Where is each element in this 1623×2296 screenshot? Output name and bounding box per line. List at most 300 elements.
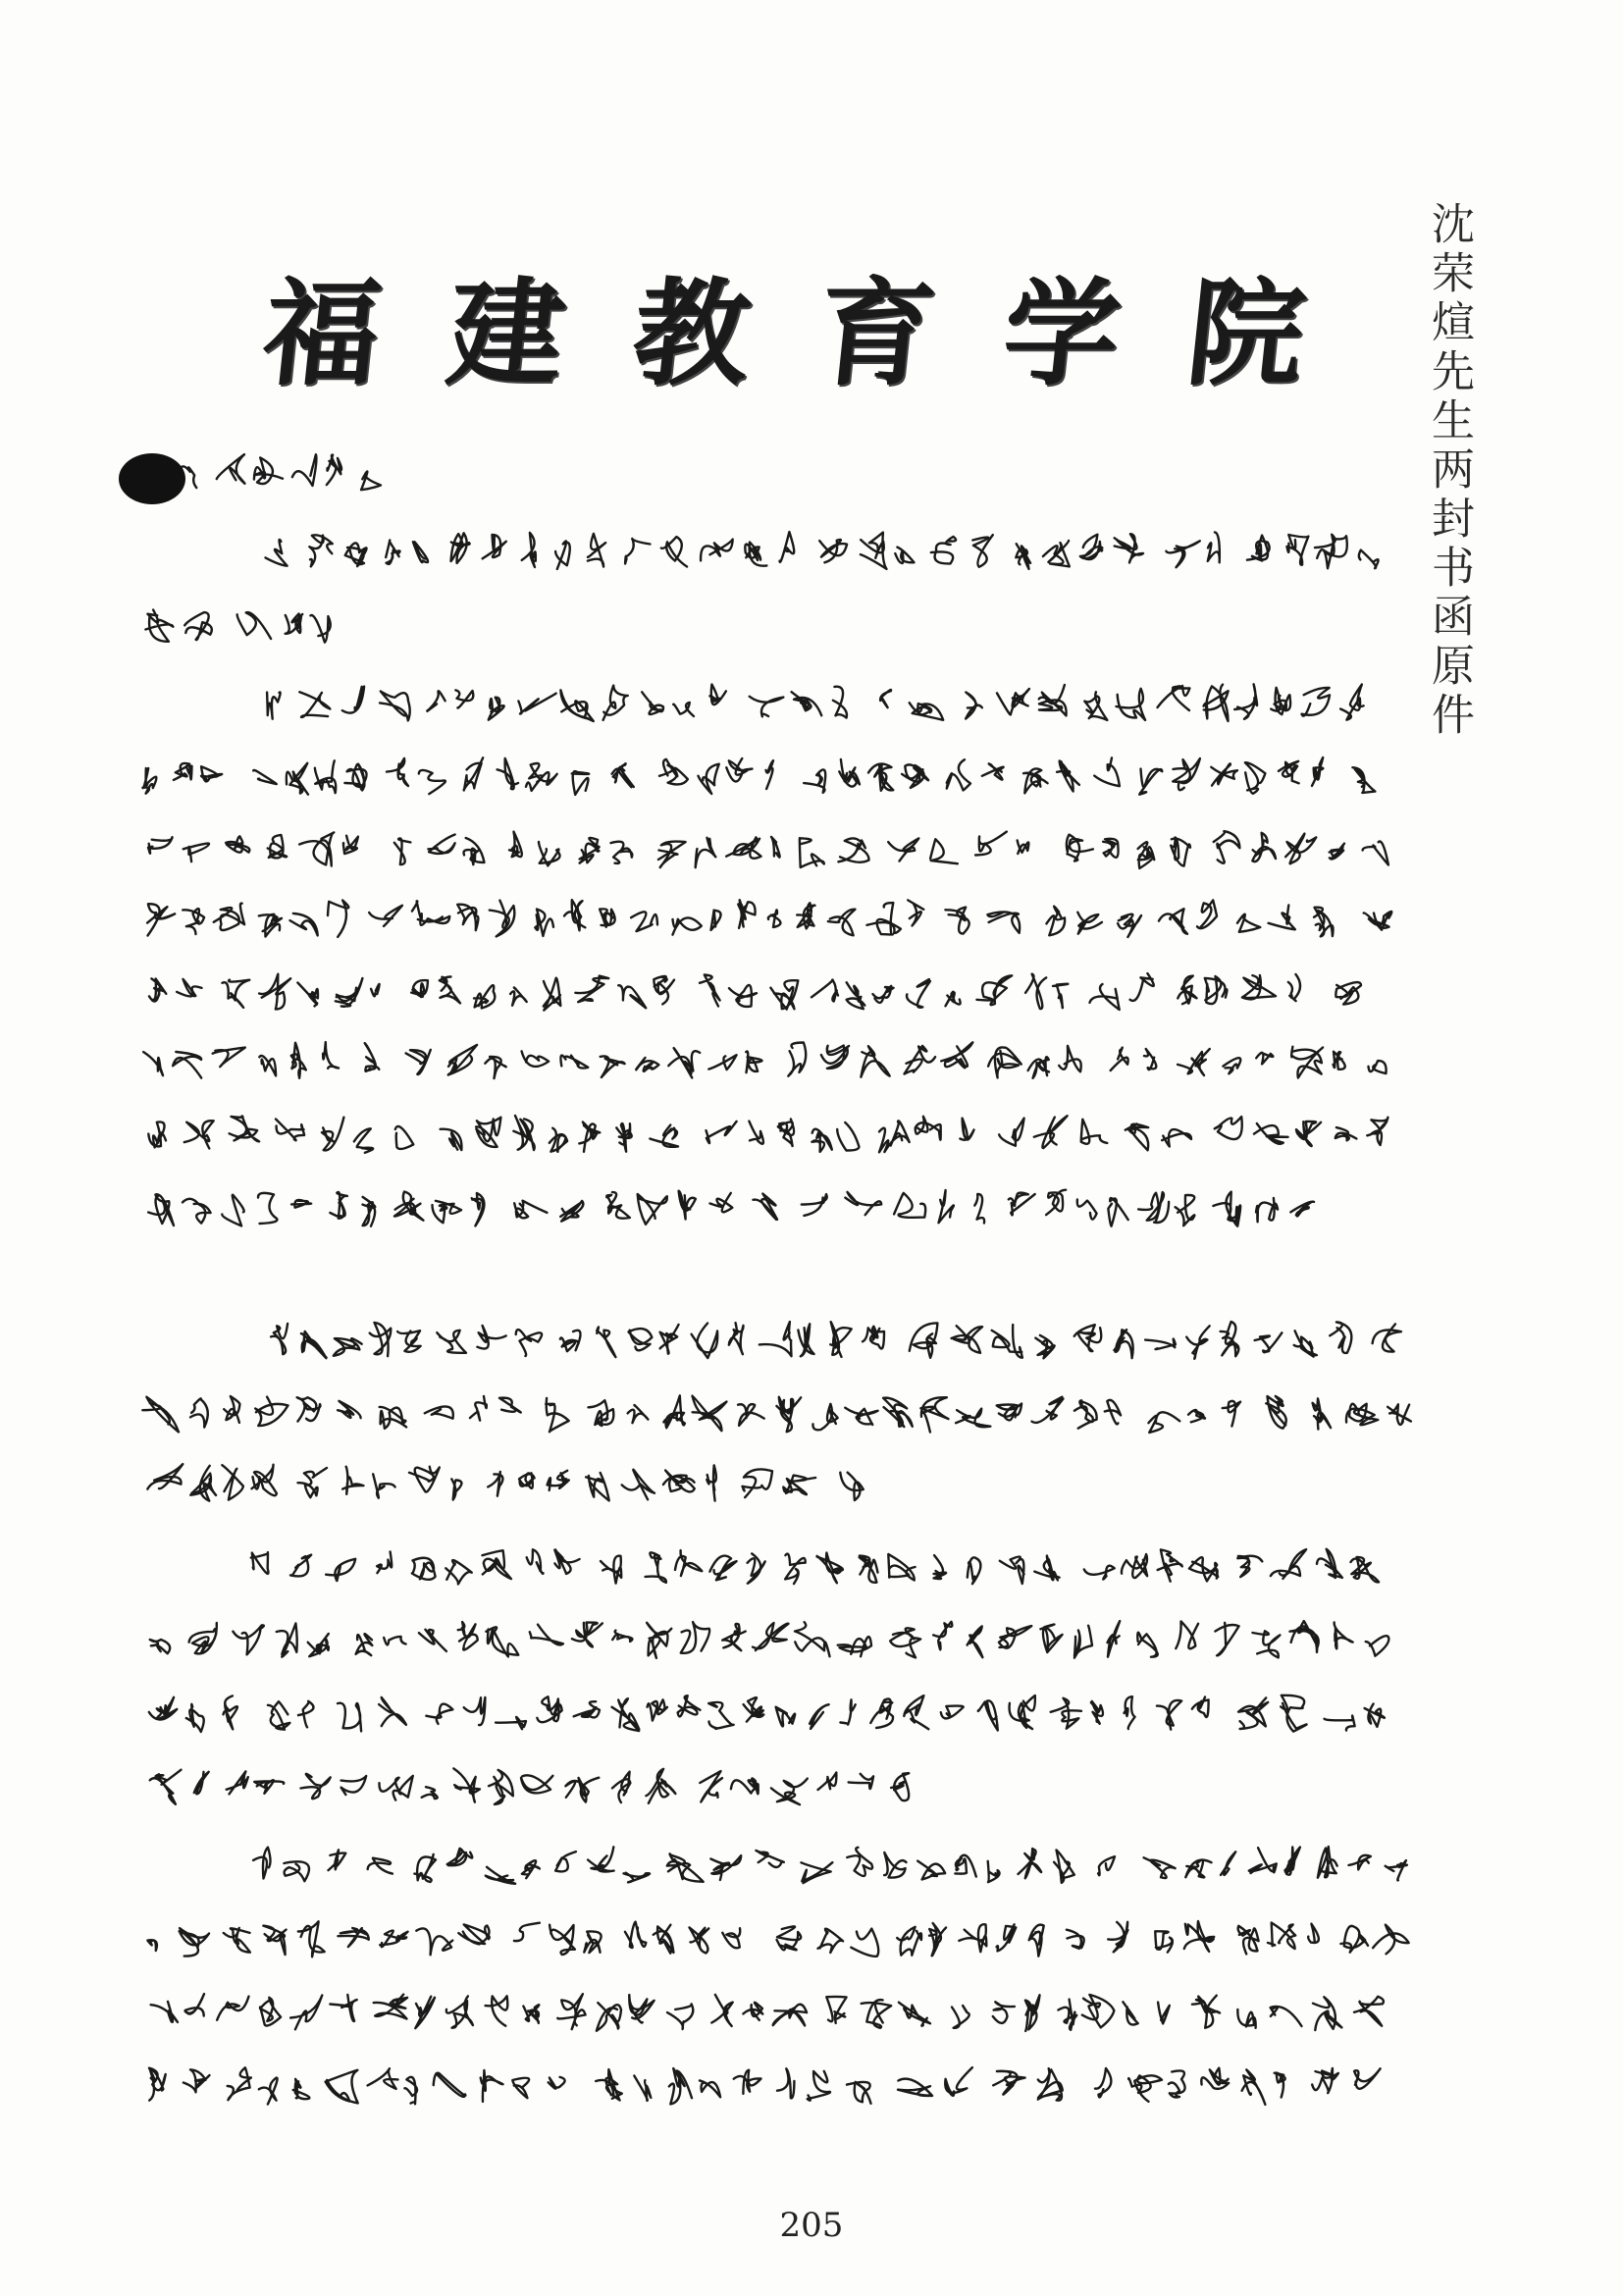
handwriting-stroke xyxy=(1386,1860,1407,1880)
handwriting-stroke xyxy=(959,1924,986,1952)
handwriting-stroke xyxy=(1162,1129,1191,1146)
handwriting-stroke xyxy=(530,1625,563,1645)
handwriting-stroke xyxy=(522,1860,540,1878)
handwriting-stroke xyxy=(840,1473,864,1500)
handwriting-stroke xyxy=(1115,534,1143,562)
handwriting-stroke xyxy=(308,1634,329,1656)
handwriting-stroke xyxy=(634,2076,651,2101)
handwriting-stroke xyxy=(888,1554,915,1581)
handwriting-stroke xyxy=(1034,1116,1068,1148)
handwriting-stroke xyxy=(1312,757,1323,786)
letterhead-char: 学 xyxy=(996,265,1126,401)
handwriting-stroke xyxy=(1290,1621,1319,1652)
handwriting-stroke xyxy=(982,763,1004,779)
letterhead-char: 福 xyxy=(256,265,388,401)
handwriting-stroke xyxy=(451,1479,461,1499)
handwriting-stroke xyxy=(629,1329,653,1350)
handwriting-stroke xyxy=(584,1931,601,1953)
handwriting-stroke xyxy=(1051,1698,1081,1729)
handwriting-stroke xyxy=(1211,763,1237,785)
handwriting-stroke xyxy=(847,982,865,1009)
handwriting-stroke xyxy=(800,838,824,867)
handwriting-stroke xyxy=(183,2069,210,2092)
handwriting-stroke xyxy=(810,1704,829,1729)
handwriting-stroke xyxy=(1314,908,1334,937)
handwriting-stroke xyxy=(254,457,283,484)
handwriting-stroke xyxy=(601,1556,621,1584)
handwriting-stroke xyxy=(259,914,282,937)
handwriting-stroke xyxy=(968,1626,983,1657)
handwriting-stroke xyxy=(1369,1061,1387,1073)
handwriting-stroke xyxy=(616,1123,631,1152)
handwriting-stroke xyxy=(535,910,553,936)
handwriting-stroke xyxy=(555,541,570,568)
handwriting-stroke xyxy=(259,1056,276,1075)
handwriting-stroke xyxy=(888,838,918,861)
handwriting-stroke xyxy=(1123,2002,1137,2024)
handwriting-stroke xyxy=(1189,1557,1218,1581)
handwriting-stroke xyxy=(708,1055,736,1070)
handwriting-stroke xyxy=(1291,1047,1323,1078)
handwriting-stroke xyxy=(1166,541,1199,567)
handwriting-stroke xyxy=(222,1195,243,1226)
handwriting-stroke xyxy=(1144,1857,1176,1878)
handwriting-stroke xyxy=(446,1996,473,2027)
side-caption: 沈荣煊先生两封书函原件 xyxy=(1424,201,1474,741)
handwriting-stroke xyxy=(539,842,560,865)
handwriting-stroke xyxy=(145,610,173,642)
handwriting-stroke xyxy=(642,692,663,714)
handwriting-stroke xyxy=(560,1331,581,1351)
handwriting-stroke xyxy=(1221,1852,1235,1875)
handwriting-stroke xyxy=(838,1637,871,1656)
handwriting-stroke xyxy=(1117,689,1146,720)
handwriting-stroke xyxy=(930,839,958,863)
handwriting-stroke xyxy=(700,975,720,1007)
handwriting-stroke xyxy=(404,2077,417,2104)
handwriting-stroke xyxy=(797,903,814,928)
handwriting-stroke xyxy=(1325,1716,1355,1731)
handwriting-stroke xyxy=(884,1852,906,1878)
handwriting-stroke xyxy=(759,1322,792,1356)
handwriting-stroke xyxy=(710,1855,741,1880)
handwriting-stroke xyxy=(380,1407,407,1429)
handwriting-stroke xyxy=(883,1398,913,1427)
handwriting-stroke xyxy=(753,1623,789,1650)
handwriting-stroke xyxy=(214,904,244,930)
handwriting-stroke xyxy=(1035,1335,1054,1358)
handwriting-stroke xyxy=(734,2070,761,2094)
handwriting-stroke xyxy=(334,1338,362,1356)
handwriting-stroke xyxy=(453,1768,480,1801)
handwriting-stroke xyxy=(1271,1549,1306,1579)
handwriting-stroke xyxy=(603,686,628,720)
handwriting-stroke xyxy=(1158,1549,1182,1581)
handwriting-stroke xyxy=(601,1056,625,1077)
handwriting-stroke xyxy=(224,1696,237,1729)
handwriting-stroke xyxy=(612,1698,640,1731)
handwriting-stroke xyxy=(575,976,608,1003)
handwriting-stroke xyxy=(974,1194,984,1224)
handwriting-stroke xyxy=(1176,1621,1198,1648)
handwriting-stroke xyxy=(183,1199,211,1224)
handwriting-stroke xyxy=(1197,900,1217,928)
handwriting-stroke xyxy=(336,978,363,1007)
handwriting-stroke xyxy=(290,913,318,936)
handwriting-stroke xyxy=(1363,842,1388,865)
handwriting-stroke xyxy=(870,1698,893,1728)
handwriting-stroke xyxy=(1108,1198,1127,1226)
handwriting-stroke xyxy=(394,838,411,864)
handwriting-stroke xyxy=(363,1197,376,1226)
handwriting-stroke xyxy=(486,1996,508,2025)
handwriting-stroke xyxy=(267,693,281,719)
handwriting-stroke xyxy=(354,1128,373,1153)
handwriting-stroke xyxy=(1204,685,1229,721)
handwriting-stroke xyxy=(1046,1190,1066,1215)
handwriting-stroke xyxy=(1125,1696,1135,1729)
handwriting-stroke xyxy=(699,764,719,794)
handwriting-stroke xyxy=(1139,769,1162,795)
handwriting-stroke xyxy=(907,979,930,1008)
handwriting-stroke xyxy=(290,1996,322,2030)
handwriting-stroke xyxy=(1082,1995,1115,2027)
handwriting-stroke xyxy=(802,1194,827,1216)
handwriting-stroke xyxy=(1308,1924,1319,1943)
handwriting-stroke xyxy=(1028,1057,1049,1078)
handwriting-stroke xyxy=(1145,1339,1176,1350)
handwriting-stroke xyxy=(425,1406,453,1418)
handwriting-stroke xyxy=(771,837,780,858)
handwriting-stroke xyxy=(946,992,961,1007)
handwriting-stroke xyxy=(409,1467,440,1492)
handwriting-stroke xyxy=(628,1405,649,1423)
handwriting-stroke xyxy=(1354,1997,1384,2026)
handwriting-stroke xyxy=(286,614,303,634)
handwriting-stroke xyxy=(365,1043,380,1071)
handwriting-stroke xyxy=(1057,760,1079,791)
handwriting-stroke xyxy=(955,1855,975,1877)
handwriting-stroke xyxy=(845,1192,881,1215)
redaction-blot xyxy=(119,453,185,504)
handwriting-stroke xyxy=(497,758,518,789)
handwriting-stroke xyxy=(233,1625,263,1654)
handwriting-stroke xyxy=(422,1787,438,1799)
handwriting-stroke xyxy=(379,1697,406,1726)
handwriting-stroke xyxy=(1018,840,1029,854)
handwriting-stroke xyxy=(509,832,522,858)
handwriting-stroke xyxy=(416,1928,452,1955)
handwriting-stroke xyxy=(373,1474,394,1497)
handwriting-stroke xyxy=(931,537,956,564)
handwriting-stroke xyxy=(1237,914,1260,932)
handwriting-stroke xyxy=(783,1476,815,1495)
handwriting-stroke xyxy=(993,2071,1024,2095)
handwriting-stroke xyxy=(1081,1120,1108,1144)
handwriting-stroke xyxy=(298,1921,325,1957)
handwriting-stroke xyxy=(622,1470,654,1500)
handwriting-stroke xyxy=(1077,913,1102,934)
handwriting-stroke xyxy=(458,1924,489,1944)
handwriting-stroke xyxy=(426,1704,452,1724)
handwriting-stroke xyxy=(1080,535,1103,559)
handwriting-stroke xyxy=(1269,906,1295,930)
letterhead-char: 教 xyxy=(626,265,758,401)
handwriting-stroke xyxy=(237,612,271,639)
handwriting-stroke xyxy=(1335,1127,1357,1140)
handwriting-stroke xyxy=(624,1873,651,1883)
handwriting-stroke xyxy=(185,1994,204,2016)
handwriting-stroke xyxy=(150,1770,182,1804)
handwriting-stroke xyxy=(414,1854,436,1882)
handwriting-stroke xyxy=(968,1557,981,1584)
handwriting-stroke xyxy=(1238,1926,1259,1955)
handwriting-stroke xyxy=(679,1191,696,1220)
handwriting-stroke xyxy=(464,1697,486,1725)
handwriting-stroke xyxy=(1318,1847,1337,1878)
handwriting-stroke xyxy=(180,1928,210,1957)
handwriting-stroke xyxy=(700,2080,720,2097)
handwriting-stroke xyxy=(1208,532,1220,562)
handwriting-stroke xyxy=(731,1778,759,1794)
handwriting-stroke xyxy=(1186,1326,1210,1359)
handwriting-stroke xyxy=(895,548,914,563)
handwriting-stroke xyxy=(966,693,982,719)
handwriting-stroke xyxy=(1349,1855,1371,1870)
handwriting-stroke xyxy=(729,1323,744,1354)
handwriting-stroke xyxy=(298,1468,328,1497)
handwriting-stroke xyxy=(1223,1058,1240,1073)
handwriting-stroke xyxy=(650,1125,678,1147)
handwriting-stroke xyxy=(434,2073,466,2097)
handwriting-stroke xyxy=(1335,982,1361,1004)
handwriting-stroke xyxy=(726,758,752,781)
handwriting-stroke xyxy=(1317,1549,1342,1578)
handwriting-stroke xyxy=(707,1122,737,1143)
handwriting-stroke xyxy=(952,1326,983,1353)
handwriting-stroke xyxy=(1242,2069,1266,2105)
handwriting-stroke xyxy=(845,1408,877,1425)
handwriting-stroke xyxy=(862,2000,892,2028)
handwriting-stroke xyxy=(1091,1701,1103,1724)
handwriting-stroke xyxy=(1294,1331,1317,1356)
handwriting-stroke xyxy=(750,697,784,717)
handwriting-stroke xyxy=(838,838,868,861)
handwriting-stroke xyxy=(988,1047,1021,1077)
handwriting-stroke xyxy=(945,908,969,934)
handwriting-stroke xyxy=(228,2067,251,2100)
handwriting-stroke xyxy=(667,1853,704,1881)
handwriting-stroke xyxy=(788,1043,806,1076)
handwriting-stroke xyxy=(999,1119,1023,1146)
handwriting-stroke xyxy=(341,1776,367,1795)
handwriting-stroke xyxy=(555,1852,576,1871)
handwriting-stroke xyxy=(890,1628,920,1657)
handwriting-stroke xyxy=(1158,2003,1170,2024)
handwriting-stroke xyxy=(411,980,428,997)
handwriting-stroke xyxy=(1223,1401,1240,1427)
handwriting-stroke xyxy=(1256,1198,1278,1222)
handwriting-stroke xyxy=(255,1397,288,1427)
handwriting-stroke xyxy=(701,540,733,561)
handwriting-stroke xyxy=(263,1926,286,1956)
handwriting-stroke xyxy=(777,1926,802,1950)
handwriting-stroke xyxy=(224,1928,250,1953)
handwriting-stroke xyxy=(217,454,245,484)
handwriting-stroke xyxy=(597,1327,615,1357)
handwriting-stroke xyxy=(486,1627,518,1656)
handwriting-stroke xyxy=(330,1995,356,2021)
letterhead-char: 院 xyxy=(1180,265,1312,401)
handwriting-stroke xyxy=(361,471,381,490)
handwriting-stroke xyxy=(588,1847,614,1871)
handwriting-stroke xyxy=(1340,1926,1368,1953)
handwriting-stroke xyxy=(1354,2068,1381,2089)
handwriting-stroke xyxy=(1114,1330,1132,1358)
handwriting-stroke xyxy=(1155,1931,1173,1952)
handwriting-stroke xyxy=(1138,1192,1169,1223)
handwriting-stroke xyxy=(1108,1922,1127,1953)
handwriting-stroke xyxy=(268,1701,290,1730)
handwriting-stroke xyxy=(412,901,449,925)
handwriting-stroke xyxy=(1213,1192,1240,1226)
handwriting-stroke xyxy=(646,1552,666,1583)
handwriting-stroke xyxy=(812,1129,831,1152)
handwriting-stroke xyxy=(933,1622,952,1649)
handwriting-stroke xyxy=(1214,831,1240,863)
handwriting-stroke xyxy=(537,1696,561,1722)
handwriting-stroke xyxy=(1039,685,1067,715)
handwriting-stroke xyxy=(276,1120,304,1141)
handwriting-stroke xyxy=(1090,984,1120,1010)
handwriting-stroke xyxy=(1094,757,1120,786)
handwriting-stroke xyxy=(795,1622,830,1656)
handwriting-stroke xyxy=(1238,1697,1268,1729)
handwriting-stroke xyxy=(681,1622,709,1653)
handwriting-stroke xyxy=(1271,2007,1302,2026)
handwriting-stroke xyxy=(625,539,650,564)
handwriting-stroke xyxy=(636,1058,658,1071)
handwriting-stroke xyxy=(224,1396,239,1423)
handwriting-stroke xyxy=(1130,973,1154,1001)
handwriting-stroke xyxy=(756,1851,783,1867)
handwriting-stroke xyxy=(1138,842,1155,868)
handwriting-stroke xyxy=(1313,1398,1332,1429)
handwriting-stroke xyxy=(397,1331,421,1352)
handwriting-stroke xyxy=(496,1717,526,1729)
handwriting-stroke xyxy=(612,1631,632,1642)
handwriting-stroke xyxy=(472,1193,485,1226)
handwriting-stroke xyxy=(1122,1554,1147,1578)
handwriting-stroke xyxy=(673,917,702,934)
handwriting-stroke xyxy=(910,1323,938,1357)
handwriting-stroke xyxy=(972,535,993,567)
handwriting-stroke xyxy=(147,1464,183,1489)
handwriting-stroke xyxy=(1312,2068,1338,2093)
handwriting-stroke xyxy=(808,2071,830,2101)
handwriting-stroke xyxy=(557,1994,585,2029)
handwriting-stroke xyxy=(368,2068,398,2089)
handwriting-stroke xyxy=(1234,684,1257,719)
handwriting-stroke xyxy=(612,763,634,787)
handwriting-stroke xyxy=(1034,1556,1059,1581)
handwriting-stroke xyxy=(678,1696,701,1716)
handwriting-stroke xyxy=(597,2003,621,2031)
handwriting-stroke xyxy=(1364,912,1392,930)
handwriting-stroke xyxy=(572,771,590,795)
handwriting-stroke xyxy=(1023,768,1048,793)
handwriting-stroke xyxy=(1221,1322,1239,1356)
handwriting-stroke xyxy=(997,1404,1021,1421)
handwriting-stroke xyxy=(1296,1122,1321,1146)
handwriting-stroke xyxy=(1192,1697,1209,1717)
handwriting-stroke xyxy=(252,1465,277,1495)
handwriting-stroke xyxy=(142,1397,179,1433)
handwriting-stroke xyxy=(310,615,330,643)
handwriting-stroke xyxy=(817,1553,843,1584)
handwriting-stroke xyxy=(377,1551,392,1573)
handwriting-stroke xyxy=(448,1045,477,1075)
handwriting-stroke xyxy=(1144,1049,1156,1070)
handwriting-stroke xyxy=(183,909,204,934)
handwriting-stroke xyxy=(988,1861,1000,1882)
handwriting-stroke xyxy=(1105,1400,1121,1425)
handwriting-stroke xyxy=(184,1121,214,1148)
handwriting-stroke xyxy=(1373,1324,1401,1351)
handwriting-stroke xyxy=(780,532,795,562)
handwriting-stroke xyxy=(338,1703,361,1732)
handwriting-stroke xyxy=(254,1780,284,1794)
handwriting-stroke xyxy=(709,685,726,705)
handwriting-stroke xyxy=(726,837,760,858)
handwriting-stroke xyxy=(1281,1696,1306,1732)
handwriting-stroke xyxy=(879,1121,910,1152)
handwriting-stroke xyxy=(700,1771,722,1801)
handwriting-stroke xyxy=(860,1556,878,1583)
handwriting-stroke xyxy=(1351,1557,1380,1583)
handwriting-stroke xyxy=(326,2070,358,2104)
handwriting-stroke xyxy=(1184,1921,1215,1952)
handwriting-stroke xyxy=(709,1556,736,1581)
handwriting-stroke xyxy=(415,1997,435,2028)
handwriting-stroke xyxy=(589,1400,614,1426)
handwriting-stroke xyxy=(819,540,847,562)
handwriting-stroke xyxy=(663,1395,685,1428)
handwriting-stroke xyxy=(1074,1400,1097,1428)
handwriting-stroke xyxy=(693,1396,727,1432)
handwriting-stroke xyxy=(292,454,317,486)
handwriting-stroke xyxy=(1067,1930,1084,1949)
handwriting-stroke xyxy=(748,1553,765,1583)
handwriting-stroke xyxy=(1169,2070,1185,2097)
handwriting-stroke xyxy=(1103,839,1118,858)
handwriting-stroke xyxy=(660,1325,679,1354)
handwriting-stroke xyxy=(905,1046,936,1074)
handwriting-stroke xyxy=(1074,1626,1092,1658)
handwriting-stroke xyxy=(572,1623,602,1647)
handwriting-stroke xyxy=(1268,1923,1295,1950)
handwriting-stroke xyxy=(343,836,358,854)
handwriting-stroke xyxy=(413,542,428,562)
handwriting-stroke xyxy=(600,909,615,926)
handwriting-stroke xyxy=(745,543,766,566)
handwriting-stroke xyxy=(847,2082,871,2104)
handwriting-stroke xyxy=(1128,2075,1162,2101)
handwriting-stroke xyxy=(929,1923,946,1956)
handwriting-stroke xyxy=(329,1850,346,1870)
handwriting-stroke xyxy=(315,760,336,793)
handwriting-stroke xyxy=(710,1193,733,1212)
